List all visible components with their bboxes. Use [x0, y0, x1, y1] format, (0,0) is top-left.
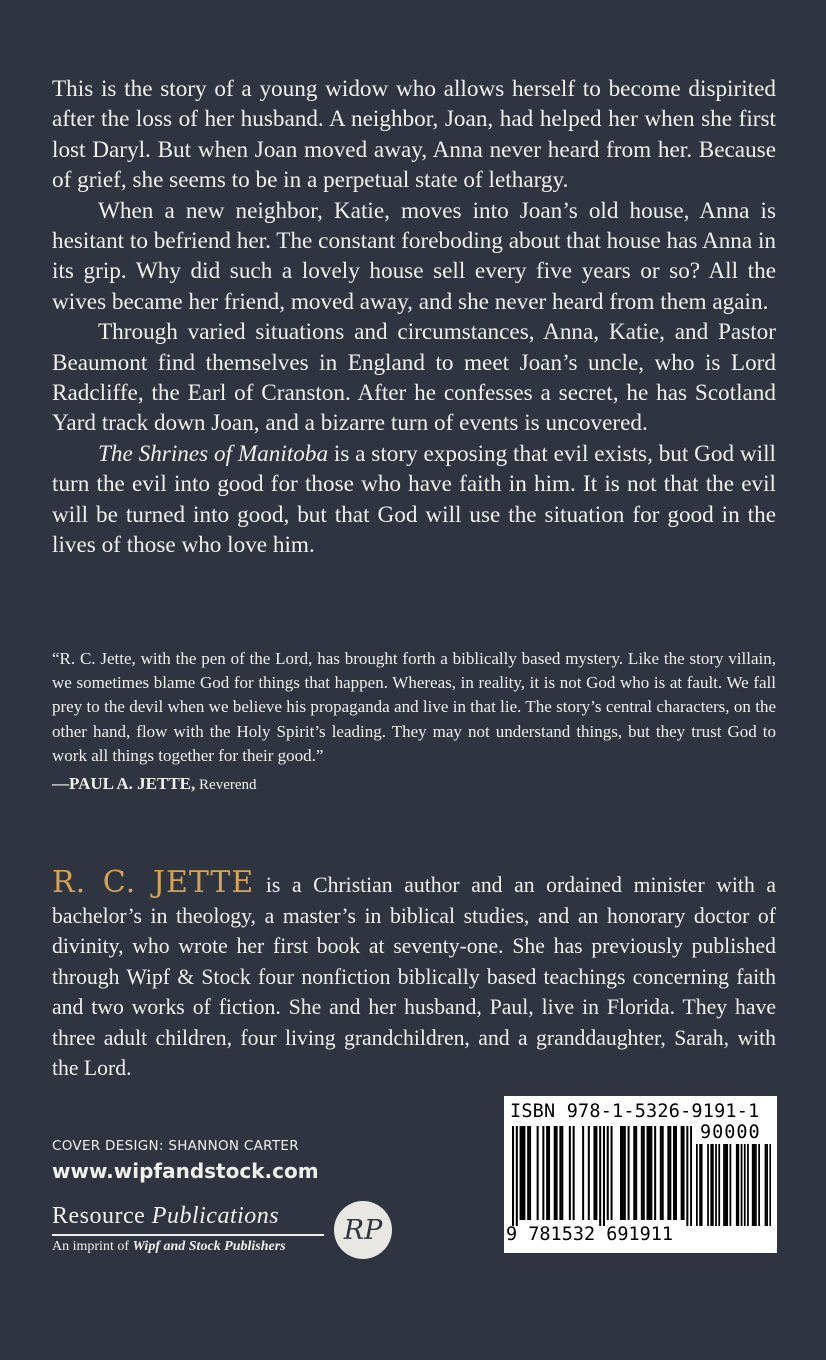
barcode-bar	[662, 1126, 664, 1220]
addon-bar	[699, 1144, 701, 1226]
addon-bar	[736, 1144, 738, 1226]
addon-bar	[715, 1144, 717, 1226]
barcode-bar	[593, 1126, 595, 1220]
barcode-bar	[521, 1126, 523, 1220]
barcode-bar	[546, 1126, 548, 1220]
addon-bar	[712, 1144, 714, 1226]
addon-bar	[696, 1144, 698, 1226]
addon-bar	[718, 1144, 720, 1226]
barcode-bar	[556, 1126, 558, 1220]
isbn-number: ISBN 978-1-5326-9191-1	[510, 1101, 760, 1122]
barcode-bar	[527, 1126, 529, 1220]
addon-bar	[766, 1144, 768, 1226]
description-paragraph-1: This is the story of a young widow who allows herself to become dispirited after the loss of her husband. A neighbor, Joan, had helped her when she first lost Daryl. But when Joan moved away, Anna never heard from her. Because of grief, she seems to be in a perpetual state of lethargy.	[52, 76, 776, 194]
addon-bar	[723, 1144, 725, 1226]
publisher-divider	[52, 1234, 324, 1236]
barcode-bar	[512, 1126, 514, 1226]
barcode-bar	[611, 1126, 613, 1220]
barcode-bar	[595, 1126, 597, 1220]
barcode-bar	[635, 1126, 637, 1220]
addon-bar	[710, 1144, 712, 1226]
addon-bar	[747, 1144, 749, 1226]
description-paragraph-3: Through varied situations and circumstances, Anna, Katie, and Pastor Beaumont find themselves in England to meet Joan’s uncle, who is Lord Radcliffe, the Earl of Cranston. After he confesses a secret, he has Scotland Yard track down Joan, and a bizarre turn of events is uncovered.	[52, 319, 776, 437]
addon-bar	[755, 1144, 757, 1226]
publisher-imprint	[52, 1239, 340, 1255]
barcode-bar	[686, 1126, 688, 1226]
addon-bar	[701, 1144, 703, 1226]
book-description	[52, 74, 776, 561]
endorsement	[52, 647, 776, 797]
isbn-barcode	[504, 1096, 777, 1253]
barcode-bar	[554, 1126, 556, 1220]
barcode-bar	[523, 1126, 525, 1220]
addon-bar	[725, 1144, 727, 1226]
barcode-bar	[607, 1126, 609, 1220]
addon-bar	[769, 1144, 771, 1226]
barcode-bar	[559, 1126, 561, 1220]
barcode-bar	[669, 1126, 671, 1220]
barcode-bar	[690, 1126, 692, 1226]
ean-digits: 9 781532 691911	[506, 1224, 674, 1245]
barcode-bar	[648, 1126, 650, 1220]
addon-bar	[741, 1144, 743, 1226]
addon-bar	[744, 1144, 746, 1226]
barcode-bar	[588, 1126, 590, 1220]
barcode-bar	[537, 1126, 539, 1220]
book-title: The Shrines of Manitoba	[98, 440, 329, 467]
barcode-bar	[673, 1126, 675, 1220]
author-bio-text: is a Christian author and an ordained minister with a bachelor’s in theology, a master’s in biblical studies, and an honorary doctor of divinity, who wrote her first book at seventy-one. She has previously published through Wipf & Stock four nonfiction biblically based teachings concerning faith and two works of fiction. She and her husband, Paul, live in Florida. They have three adult children, four living grandchildren, and a granddaughter, Sarah, with the Lord.	[52, 873, 776, 1080]
publisher-name	[52, 1203, 340, 1230]
endorser-name: —PAUL A. JETTE,	[52, 774, 196, 794]
barcode-bar	[569, 1126, 571, 1220]
price-addon-digits: 90000	[700, 1122, 761, 1143]
addon-barcode-bars	[696, 1144, 771, 1226]
addon-bar	[730, 1144, 732, 1226]
barcode-bar	[573, 1126, 575, 1220]
barcode-bar	[683, 1126, 685, 1220]
imprint-publisher: Wipf and Stock Publishers	[132, 1239, 286, 1254]
endorsement-attribution	[52, 772, 776, 797]
barcode-bar	[643, 1126, 645, 1220]
barcode-bar	[603, 1126, 605, 1226]
barcode-bar	[667, 1126, 669, 1220]
publisher-name-part-2: Publications	[151, 1203, 280, 1229]
endorsement-quote: “R. C. Jette, with the pen of the Lord, has brought forth a biblically based mystery. Like the story villain, we sometimes blame God for things that happen. Whereas, in reality, it is not God who is at fault. We fall prey to the devil when we believe his propaganda and live in that lie. The story’s central characters, on the other hand, flow with the Holy Spirit’s leading. They may not understand things, but they trust God to work all things together for their good.”	[52, 649, 776, 765]
cover-design-credit: COVER DESIGN: SHANNON CARTER	[52, 1138, 299, 1154]
barcode-bar	[516, 1126, 518, 1226]
addon-bar	[707, 1144, 709, 1226]
author-name: R. C. JETTE	[52, 865, 255, 900]
barcode-bar	[548, 1126, 550, 1220]
rp-logo-icon: RP	[334, 1201, 392, 1259]
addon-bar	[765, 1144, 767, 1226]
addon-bar	[752, 1144, 754, 1226]
barcode-bar	[628, 1126, 630, 1220]
barcode-bar	[641, 1126, 643, 1220]
author-bio	[52, 865, 776, 1084]
description-paragraph-4-text: is a story exposing that evil exists, but God will turn the evil into good for those who have faith in him. It is not that the evil will be turned into good, but that God will use the situation for good in the lives of those who love him.	[52, 440, 776, 559]
publisher-name-part-1: Resource	[52, 1203, 152, 1229]
barcode-bar	[542, 1126, 544, 1220]
credits	[52, 1138, 319, 1183]
barcode-bar	[675, 1126, 677, 1220]
description-paragraph-2: When a new neighbor, Katie, moves into Joan’s old house, Anna is hesitant to befriend her. The constant foreboding about that house has Anna in its grip. Why did such a lovely house sell every five years or so? All the wives became her friend, moved away, and she never heard from them again.	[52, 197, 777, 315]
barcode-bar	[582, 1126, 584, 1220]
endorser-role: Reverend	[195, 777, 257, 794]
barcode-bar	[650, 1126, 652, 1220]
addon-bar	[758, 1144, 760, 1226]
barcode-bar	[624, 1126, 626, 1220]
addon-bar	[726, 1144, 728, 1226]
publisher-block	[52, 1203, 340, 1255]
publisher-website: www.wipfandstock.com	[52, 1159, 319, 1183]
barcode-bar	[561, 1126, 563, 1220]
description-paragraph-4	[52, 439, 776, 561]
barcode-bar	[599, 1126, 601, 1226]
barcode-bar	[622, 1126, 624, 1220]
barcode-bar	[647, 1126, 649, 1220]
barcode-bar	[633, 1126, 635, 1220]
addon-bar	[737, 1144, 739, 1226]
barcode-bar	[660, 1126, 662, 1220]
barcode-bar	[520, 1126, 522, 1220]
barcode-bar	[620, 1126, 622, 1220]
barcode-bar	[681, 1126, 683, 1220]
imprint-prefix: An imprint of	[52, 1239, 133, 1254]
addon-bar	[753, 1144, 755, 1226]
barcode-bar	[654, 1126, 656, 1220]
ean-barcode-bars	[512, 1126, 692, 1226]
barcode-bar	[529, 1126, 531, 1220]
